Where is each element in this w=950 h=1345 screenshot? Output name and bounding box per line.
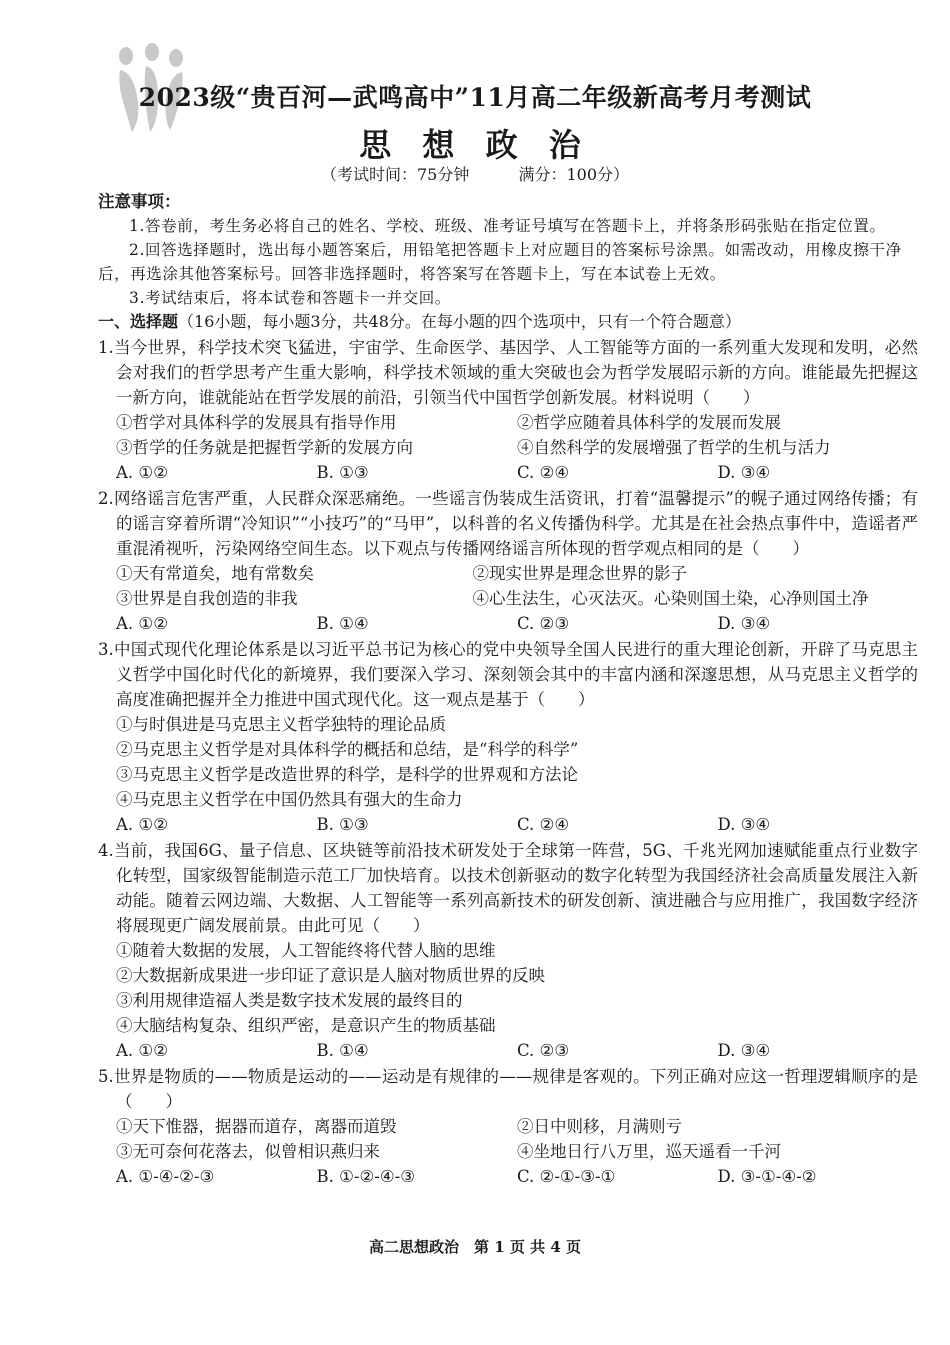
section-title: 一、选择题 xyxy=(98,312,179,331)
statement-list xyxy=(98,410,918,460)
section-desc: （16小题，每小题3分，共48分。在每小题的四个选项中，只有一个符合题意） xyxy=(178,312,741,331)
section-heading xyxy=(98,310,918,334)
statement: ④心生法生，心灭法灭。心染则国土染，心净则国土净 xyxy=(472,589,869,608)
question-2 xyxy=(98,486,918,636)
statement-list xyxy=(98,712,918,812)
statement: ②哲学应随着具体科学的发展而发展 xyxy=(517,413,781,432)
statement: ②大数据新成果进一步印证了意识是人脑对物质世界的反映 xyxy=(116,966,545,985)
statement: ①与时俱进是马克思主义哲学独特的理论品质 xyxy=(116,715,446,734)
question-3 xyxy=(98,637,918,837)
option-c: C. ②③ xyxy=(517,614,570,633)
option-a: A. ①② xyxy=(116,1041,168,1060)
statement: ④马克思主义哲学在中国仍然具有强大的生命力 xyxy=(116,790,463,809)
option-a: A. ①② xyxy=(116,815,168,834)
statement-list xyxy=(98,1114,918,1164)
statement: ③马克思主义哲学是改造世界的科学，是科学的世界观和方法论 xyxy=(116,765,578,784)
exam-title: 2023级“贵百河—武鸣高中”11月高二年级新高考月考测试 xyxy=(138,83,812,112)
statement: ①随着大数据的发展，人工智能终将代替人脑的思维 xyxy=(116,941,496,960)
option-a: A. ①-④-②-③ xyxy=(116,1167,215,1186)
statement: ①天有常道矣，地有常数矣 xyxy=(116,564,314,583)
option-b: B. ①③ xyxy=(316,815,369,834)
question-stem: 1.当今世界，科学技术突飞猛进，宇宙学、生命医学、基因学、人工智能等方面的一系列重大发现和发明，必然会对我们的哲学思考产生重大影响，科学技术领域的重大突破也会为哲学发展昭示新的方向。谁能最先把握这一新方向，谁就能站在哲学发展的前沿，引领当代中国哲学创新发展。材料说明（ ） xyxy=(98,338,918,407)
option-b: B. ①③ xyxy=(316,463,369,482)
option-d: D. ③④ xyxy=(717,1041,771,1060)
subject-title: 思 想 政 治 xyxy=(359,126,591,164)
option-d: D. ③④ xyxy=(717,815,771,834)
statement: ④大脑结构复杂、组织严密，是意识产生的物质基础 xyxy=(116,1016,496,1035)
notice-item: 3.考试结束后，将本试卷和答题卡一并交回。 xyxy=(129,289,451,307)
option-b: B. ①④ xyxy=(316,1041,369,1060)
page-footer: 高二思想政治 第 1 页 共 4 页 xyxy=(369,1238,581,1256)
option-c: C. ②-①-③-① xyxy=(517,1167,616,1186)
answer-options xyxy=(98,611,918,636)
question-5 xyxy=(98,1064,918,1189)
answer-options xyxy=(98,1164,918,1189)
statement: ③哲学的任务就是把握哲学新的发展方向 xyxy=(116,438,413,457)
notice-item: 2.回答选择题时，选出每小题答案后，用铅笔把答题卡上对应题目的答案标号涂黑。如需改动，用橡皮擦干净后，再选涂其他答案标号。回答非选择题时，将答案写在答题卡上，写在本试卷上无效。 xyxy=(98,241,902,283)
question-1 xyxy=(98,335,918,485)
exam-time: （考试时间：75分钟 xyxy=(320,165,470,184)
question-stem: 4.当前，我国6G、量子信息、区块链等前沿技术研发处于全球第一阵营，5G、千兆光网加速赋能重点行业数字化转型，国家级智能制造示范工厂加快培育。以技术创新驱动的数字化转型为我国经济社会高质量发展注入新动能。随着云网边端、大数据、人工智能等一系列高新技术的研发创新、演进融合与应用推广，我国数字经济将展现更广阔发展前景。由此可见（ ） xyxy=(98,841,918,935)
option-b: B. ①-②-④-③ xyxy=(316,1167,416,1186)
answer-options xyxy=(98,460,918,485)
exam-info xyxy=(0,162,950,185)
statement: ①哲学对具体科学的发展具有指导作用 xyxy=(116,413,397,432)
option-d: D. ③④ xyxy=(717,614,771,633)
question-stem: 3.中国式现代化理论体系是以习近平总书记为核心的党中央领导全国人民进行的重大理论创新，开辟了马克思主义哲学中国化时代化的新境界，我们要深入学习、深刻领会其中的丰富内涵和深邃思想，从马克思主义哲学的高度准确把握并全力推进中国式现代化。这一观点是基于（ ） xyxy=(98,640,918,709)
statement: ②马克思主义哲学是对具体科学的概括和总结，是“科学的科学” xyxy=(116,740,579,759)
statement: ②现实世界是理念世界的影子 xyxy=(472,564,687,583)
statement: ①天下惟器，据器而道存，离器而道毁 xyxy=(116,1117,397,1136)
notice-heading: 注意事项： xyxy=(98,192,181,211)
option-d: D. ③④ xyxy=(717,463,771,482)
option-a: A. ①② xyxy=(116,463,168,482)
notice-item: 1.答卷前，考生务必将自己的姓名、学校、班级、准考证号填写在答题卡上，并将条形码张贴在指定位置。 xyxy=(129,217,886,235)
question-stem: 5.世界是物质的——物质是运动的——运动是有规律的——规律是客观的。下列正确对应这一哲理逻辑顺序的是（ ） xyxy=(98,1067,918,1111)
answer-options xyxy=(98,1038,918,1063)
option-d: D. ③-①-④-② xyxy=(717,1167,817,1186)
question-4 xyxy=(98,838,918,1063)
option-c: C. ②④ xyxy=(517,815,570,834)
statement-list xyxy=(98,561,918,611)
option-a: A. ①② xyxy=(116,614,168,633)
answer-options xyxy=(98,812,918,837)
statement: ③利用规律造福人类是数字技术发展的最终目的 xyxy=(116,991,463,1010)
statement: ④自然科学的发展增强了哲学的生机与活力 xyxy=(517,438,831,457)
option-c: C. ②④ xyxy=(517,463,570,482)
statement: ②日中则移，月满则亏 xyxy=(517,1117,682,1136)
option-b: B. ①④ xyxy=(316,614,369,633)
statement: ④坐地日行八万里，巡天遥看一千河 xyxy=(517,1142,781,1161)
statement: ③无可奈何花落去，似曾相识燕归来 xyxy=(116,1142,380,1161)
statement: ③世界是自我创造的非我 xyxy=(116,589,298,608)
question-stem: 2.网络谣言危害严重，人民群众深恶痛绝。一些谣言伪装成生活资讯，打着“温馨提示”的幌子通过网络传播；有的谣言穿着所谓“冷知识”“小技巧”的“马甲”，以科普的名义传播伪科学。尤其是在社会热点事件中，造谣者严重混淆视听，污染网络空间生态。以下观点与传播网络谣言所体现的哲学观点相同的是（ ） xyxy=(98,489,918,558)
statement-list xyxy=(98,938,918,1038)
full-score: 满分：100分） xyxy=(518,165,629,184)
option-c: C. ②③ xyxy=(517,1041,570,1060)
exam-content xyxy=(98,190,918,1189)
